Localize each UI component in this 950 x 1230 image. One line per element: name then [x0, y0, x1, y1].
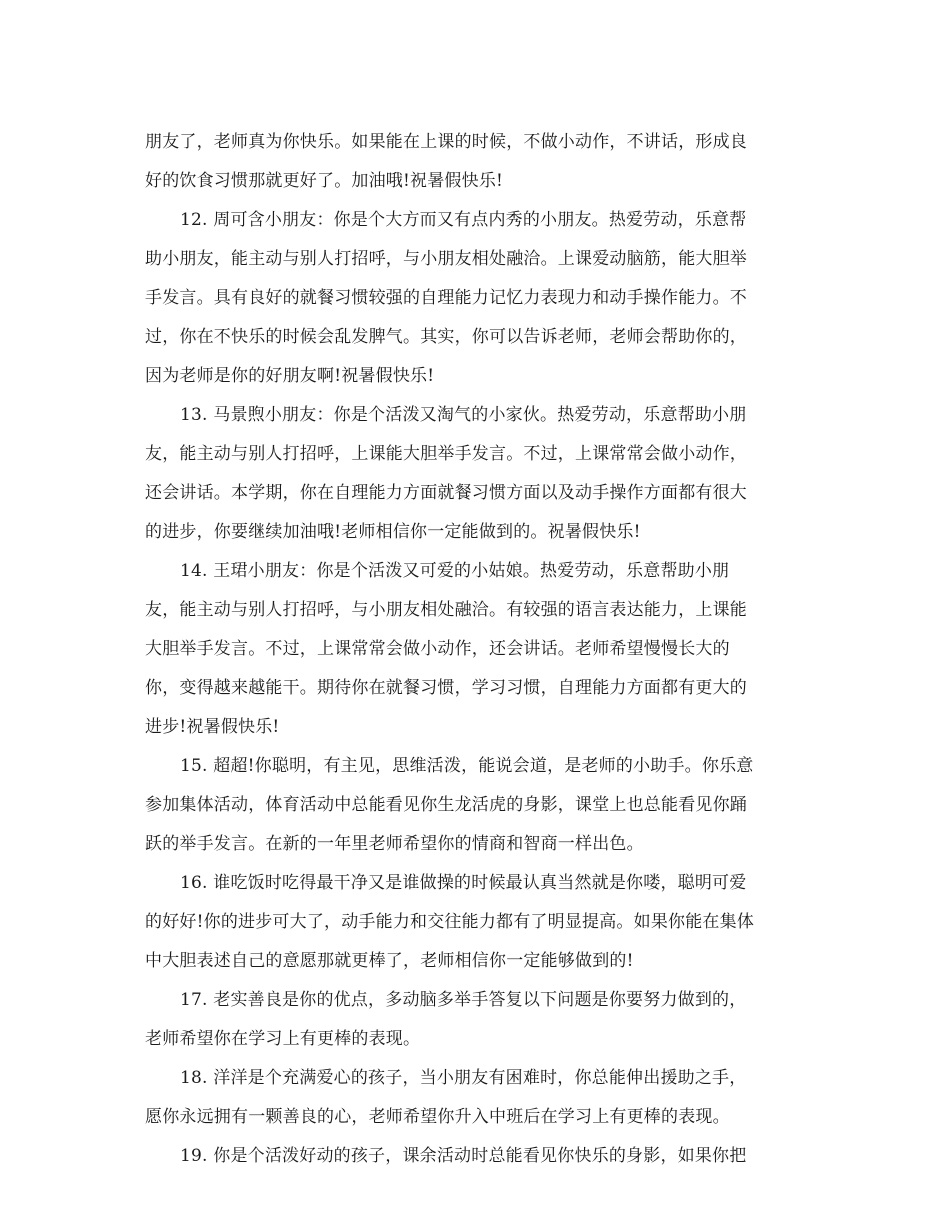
text-line: 你，变得越来越能干。期待你在就餐习惯，学习习惯，自理能力方面都有更大的 — [145, 678, 747, 698]
text-line: 好的饮食习惯那就更好了。加油哦!祝暑假快乐! — [145, 171, 504, 191]
paragraph-13-start: 13. 马景煦小朋友：你是个活泼又淘气的小家伙。热爱劳动，乐意帮助小朋 — [180, 405, 747, 425]
paragraph-12-start: 12. 周可含小朋友：你是个大方而又有点内秀的小朋友。热爱劳动，乐意帮 — [180, 210, 747, 230]
text-line: 友，能主动与别人打招呼，上课能大胆举手发言。不过，上课常常会做小动作， — [145, 444, 747, 464]
text-line: 助小朋友，能主动与别人打招呼，与小朋友相处融洽。上课爱动脑筋，能大胆举 — [145, 249, 747, 269]
text-line: 朋友了，老师真为你快乐。如果能在上课的时候，不做小动作，不讲话，形成良 — [145, 132, 747, 152]
text-line: 中大胆表述自己的意愿那就更棒了，老师相信你一定能够做到的! — [145, 951, 634, 971]
text-line: 因为老师是你的好朋友啊!祝暑假快乐! — [145, 366, 435, 386]
text-line: 友，能主动与别人打招呼，与小朋友相处融洽。有较强的语言表达能力，上课能 — [145, 600, 747, 620]
text-line: 还会讲话。本学期，你在自理能力方面就餐习惯方面以及动手操作方面都有很大 — [145, 483, 747, 503]
text-line: 的好好!你的进步可大了，动手能力和交往能力都有了明显提高。如果你能在集体 — [145, 912, 755, 932]
text-line: 的进步，你要继续加油哦!老师相信你一定能做到的。祝暑假快乐! — [145, 522, 641, 542]
text-line: 过，你在不快乐的时候会乱发脾气。其实，你可以告诉老师，老师会帮助你的， — [145, 327, 747, 347]
text-line: 手发言。具有良好的就餐习惯较强的自理能力记忆力表现力和动手操作能力。不 — [145, 288, 747, 308]
text-line: 老师希望你在学习上有更棒的表现。 — [145, 1029, 421, 1049]
paragraph-14-start: 14. 王珺小朋友：你是个活泼又可爱的小姑娘。热爱劳动，乐意帮助小朋 — [180, 561, 730, 581]
text-line: 跃的举手发言。在新的一年里老师希望你的情商和智商一样出色。 — [145, 834, 644, 854]
text-line: 参加集体活动，体育活动中总能看见你生龙活虎的身影，课堂上也总能看见你踊 — [145, 795, 747, 815]
paragraph-16-start: 16. 谁吃饭时吃得最干净又是谁做操的时候最认真当然就是你喽，聪明可爱 — [180, 873, 747, 893]
paragraph-18-start: 18. 洋洋是个充满爱心的孩子，当小朋友有困难时，你总能伸出援助之手， — [180, 1068, 747, 1088]
paragraph-17-start: 17. 老实善良是你的优点，多动脑多举手答复以下问题是你要努力做到的， — [180, 990, 747, 1010]
paragraph-19-start: 19. 你是个活泼好动的孩子，课余活动时总能看见你快乐的身影，如果你把 — [180, 1146, 747, 1166]
paragraph-15-start: 15. 超超!你聪明，有主见，思维活泼，能说会道，是老师的小助手。你乐意 — [180, 756, 754, 776]
text-line: 愿你永远拥有一颗善良的心，老师希望你升入中班后在学习上有更棒的表现。 — [145, 1107, 730, 1127]
text-line: 进步!祝暑假快乐! — [145, 717, 280, 737]
text-line: 大胆举手发言。不过，上课常常会做小动作，还会讲话。老师希望慢慢长大的 — [145, 639, 730, 659]
